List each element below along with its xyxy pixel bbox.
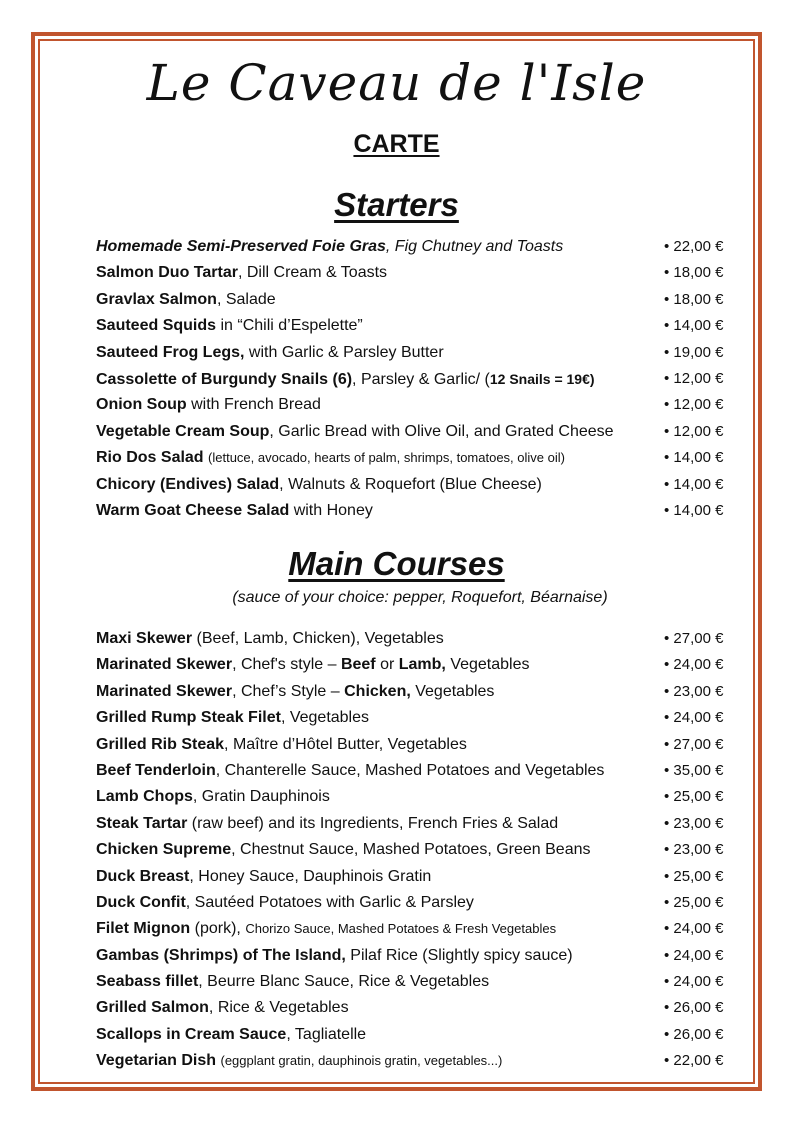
menu-item-option: 12 Snails = 19€) (489, 370, 595, 387)
menu-item-description (96, 1022, 366, 1048)
menu-item-price: • 12,00 € (664, 396, 724, 414)
menu-item (0, 890, 793, 916)
menu-item-detail-small: (eggplant gratin, dauphinois gratin, vegetables...) (220, 1053, 503, 1069)
menu-item-detail: , Fig Chutney and Toasts (385, 238, 564, 255)
menu-item (0, 705, 793, 731)
menu-item (0, 234, 793, 260)
starters-title: Starters (334, 186, 459, 223)
menu-item-detail: , Garlic Bread with Olive Oil, and Grated Cheese (269, 422, 614, 440)
menu-item (0, 498, 793, 524)
menu-item (0, 392, 793, 418)
menu-item-detail: , Walnuts & Roquefort (Blue Cheese) (279, 475, 542, 493)
menu-item (0, 916, 793, 942)
main-courses-title: Main Courses (288, 545, 505, 582)
menu-item-description (96, 969, 489, 995)
menu-item-detail: , Beurre Blanc Sauce, Rice & Vegetables (198, 973, 490, 991)
menu-item-detail: , Dill Cream & Toasts (237, 264, 388, 282)
menu-item-price: • 12,00 € (664, 422, 724, 440)
menu-item (0, 943, 793, 969)
menu-item-detail: , Rice & Vegetables (208, 999, 349, 1017)
menu-item-price: • 25,00 € (664, 788, 724, 806)
menu-item-description (96, 705, 369, 731)
menu-item-name: Maxi Skewer (96, 630, 193, 647)
menu-item-description (96, 234, 563, 260)
menu-item-price: • 22,00 € (664, 238, 724, 255)
menu-item-name: Onion Soup (96, 396, 187, 414)
menu-item-description (96, 472, 542, 498)
menu-item (0, 969, 793, 995)
menu-item (0, 445, 793, 471)
menu-item-price: • 14,00 € (664, 475, 724, 493)
menu-item (0, 732, 793, 758)
menu-item-option: Lamb, (398, 656, 446, 674)
menu-item-description (96, 445, 565, 471)
menu-item-detail: (pork), (190, 920, 246, 938)
menu-item-option: Chicken, (344, 682, 411, 700)
menu-item-price: • 23,00 € (664, 841, 724, 859)
menu-item (0, 811, 793, 837)
menu-item (0, 419, 793, 445)
menu-item (0, 837, 793, 863)
menu-item-detail: with French Bread (186, 396, 321, 414)
menu-item-price: • 25,00 € (664, 893, 724, 911)
menu-item-description (96, 392, 321, 418)
menu-item-name: Grilled Rump Steak Filet (96, 709, 281, 727)
menu-item (0, 313, 793, 339)
starters-list (0, 234, 793, 524)
menu-item-price: • 24,00 € (664, 920, 724, 938)
menu-item-price: • 14,00 € (664, 317, 724, 335)
restaurant-name: Le Caveau de l'Isle (146, 54, 647, 112)
menu-item-description (96, 679, 494, 705)
menu-item-name: Gambas (Shrimps) of The Island, (96, 946, 346, 964)
menu-item-detail-small: Chorizo Sauce, Mashed Potatoes & Fresh Vegetables (245, 921, 557, 937)
menu-item (0, 366, 793, 392)
menu-item-detail: or (375, 656, 399, 674)
menu-item-name: Sauteed Squids (96, 317, 217, 335)
menu-item-name: Marinated Skewer (96, 656, 233, 674)
menu-item-description (96, 340, 444, 366)
menu-item-detail: , Chestnut Sauce, Mashed Potatoes, Green Beans (231, 841, 591, 859)
menu-item-name: Filet Mignon (96, 920, 191, 938)
menu-item-description (96, 498, 373, 524)
menu-item-name: Homemade Semi-Preserved Foie Gras (96, 238, 386, 255)
menu-item-detail: , Vegetables (280, 709, 370, 727)
menu-item (0, 864, 793, 890)
main-courses-list (0, 626, 793, 1075)
menu-item-name: Warm Goat Cheese Salad (96, 501, 290, 519)
menu-item-name: Lamb Chops (96, 788, 193, 806)
menu-item-name: Vegetarian Dish (96, 1052, 217, 1070)
menu-item-price: • 35,00 € (664, 761, 724, 779)
menu-item-description (96, 1048, 502, 1074)
menu-item-name: Sauteed Frog Legs, (96, 343, 245, 361)
menu-item-detail: Vegetables (410, 682, 495, 700)
menu-item-description (96, 811, 558, 837)
menu-item-description (96, 864, 431, 890)
menu-item-name: Marinated Skewer (96, 682, 233, 700)
menu-item-detail: , Chef's style – (232, 656, 341, 674)
menu-item-description (96, 260, 387, 286)
menu-item-name: Rio Dos Salad (96, 449, 204, 467)
menu-item-name: Beef Tenderloin (96, 761, 216, 779)
menu-item (0, 679, 793, 705)
menu-item-name: Steak Tartar (96, 814, 188, 832)
menu-item (0, 652, 793, 678)
menu-item (0, 784, 793, 810)
menu-item-detail: Pilaf Rice (Slightly spicy sauce) (345, 946, 573, 964)
menu-item-description (96, 732, 467, 758)
menu-item-price: • 19,00 € (664, 343, 724, 361)
menu-item-price: • 12,00 € (664, 369, 724, 387)
menu-item-name: Grilled Salmon (96, 999, 209, 1017)
menu-item-name: Vegetable Cream Soup (96, 422, 270, 440)
menu-item-detail: with Garlic & Parsley Butter (244, 343, 444, 361)
menu-item-detail-small: (lettuce, avocado, hearts of palm, shrimps, tomatoes, olive oil) (208, 450, 565, 466)
menu-item (0, 1048, 793, 1074)
menu-item-detail: , Maître d’Hôtel Butter, Vegetables (224, 735, 467, 753)
menu-item-detail: Vegetables (445, 656, 530, 674)
menu-item-price: • 18,00 € (664, 290, 724, 308)
menu-item-name: Scallops in Cream Sauce (96, 1025, 287, 1043)
menu-item (0, 287, 793, 313)
menu-item-price: • 24,00 € (664, 946, 724, 964)
menu-item-detail: (Beef, Lamb, Chicken), Vegetables (192, 630, 444, 647)
menu-item-name: Chicory (Endives) Salad (96, 475, 280, 493)
menu-item-detail: (raw beef) and its Ingredients, French Fries & Salad (187, 814, 559, 832)
main-courses-sauce-note: (sauce of your choice: pepper, Roquefort, Béarnaise) (232, 589, 608, 606)
menu-item-price: • 27,00 € (664, 630, 724, 647)
menu-item-price: • 14,00 € (664, 449, 724, 467)
menu-item-detail: , Gratin Dauphinois (192, 788, 330, 806)
menu-item (0, 340, 793, 366)
menu-item-detail: in “Chili d’Espelette” (216, 317, 363, 335)
menu-item (0, 472, 793, 498)
menu-item-price: • 25,00 € (664, 867, 724, 885)
menu-item-name: Seabass fillet (96, 973, 199, 991)
menu-item-price: • 14,00 € (664, 501, 724, 519)
menu-item-description (96, 943, 573, 969)
menu-item-name: Gravlax Salmon (96, 290, 217, 308)
menu-item-option: Beef (340, 656, 376, 674)
menu-item-price: • 24,00 € (664, 973, 724, 991)
menu-item-description (96, 890, 474, 916)
menu-item-description (96, 916, 556, 942)
menu-item (0, 260, 793, 286)
menu-item-description (96, 995, 349, 1021)
menu-item (0, 758, 793, 784)
menu-item-price: • 24,00 € (664, 656, 724, 674)
menu-item-name: Grilled Rib Steak (96, 735, 225, 753)
menu-item-description (96, 287, 276, 313)
menu-item-name: Cassolette of Burgundy Snails (6) (96, 370, 353, 388)
menu-item-description (96, 419, 614, 445)
menu-item-detail: , Salade (216, 290, 276, 308)
menu-item-description (96, 758, 604, 784)
menu-item-name: Duck Confit (96, 893, 186, 911)
menu-item-price: • 27,00 € (664, 735, 724, 753)
menu-item-name: Salmon Duo Tartar (96, 264, 238, 282)
menu-item (0, 995, 793, 1021)
menu-item-description (96, 366, 595, 393)
menu-item-name: Chicken Supreme (96, 841, 232, 859)
menu-item-detail: , Chef’s Style – (232, 682, 345, 700)
menu-item-price: • 26,00 € (664, 999, 724, 1017)
menu-item-name: Duck Breast (96, 867, 190, 885)
menu-item-detail: , Chanterelle Sauce, Mashed Potatoes and Vegetables (215, 761, 605, 779)
menu-item-description (96, 626, 444, 652)
menu-item-detail: , Parsley & Garlic/ ( (352, 370, 490, 388)
menu-item-price: • 18,00 € (664, 264, 724, 282)
menu-item (0, 626, 793, 652)
menu-item-description (96, 837, 590, 863)
menu-item-price: • 26,00 € (664, 1025, 724, 1043)
menu-item-detail: , Tagliatelle (286, 1025, 367, 1043)
menu-item-price: • 24,00 € (664, 709, 724, 727)
menu-item-detail: , Sautéed Potatoes with Garlic & Parsley (185, 893, 474, 911)
menu-item-detail: , Honey Sauce, Dauphinois Gratin (189, 867, 432, 885)
menu-title: CARTE (353, 130, 440, 158)
menu-item-description (96, 784, 330, 810)
menu-item-description (96, 652, 530, 678)
menu-item-description (96, 313, 363, 339)
menu-item-price: • 22,00 € (664, 1052, 724, 1070)
menu-item-detail: with Honey (289, 501, 373, 519)
menu-item-price: • 23,00 € (664, 814, 724, 832)
menu-item (0, 1022, 793, 1048)
menu-item-price: • 23,00 € (664, 682, 724, 700)
